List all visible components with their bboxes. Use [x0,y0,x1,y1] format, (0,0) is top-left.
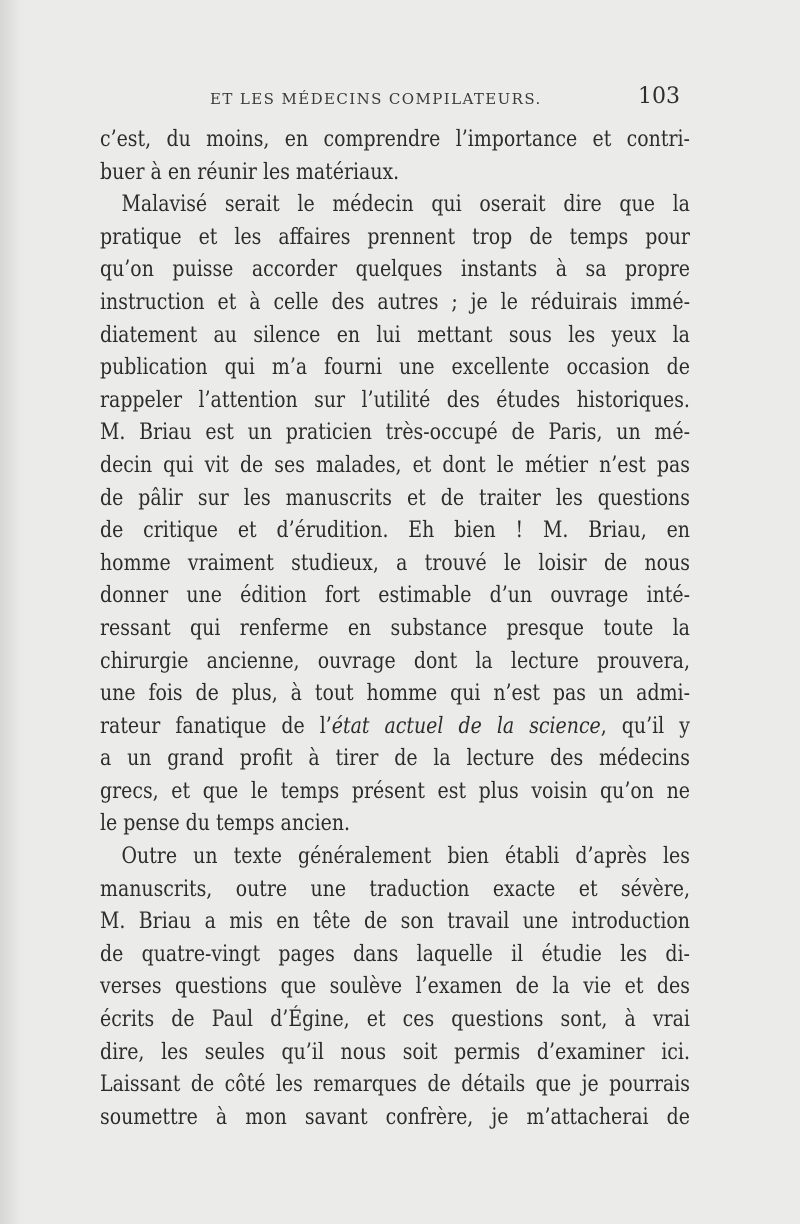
text-line: rappeler l’attention sur l’utilité des études historiques. [100,387,690,413]
text-segment: rateur fanatique de l’ [100,713,332,739]
text-line: manuscrits, outre une traduction exacte et sévère, [100,876,690,902]
text-line: a un grand profit à tirer de la lecture des médecins [100,746,690,772]
text-line: dire, les seules qu’il nous soit permis d’examiner ici. [100,1039,690,1065]
text-line [100,711,690,744]
text-line: decin qui vit de ses malades, et dont le métier n’est pas [100,452,690,478]
text-line: M. Briau a mis en tête de son travail une introduction [100,909,690,935]
page-edge-shadow [0,0,22,1224]
text-line: diatement au silence en lui mettant sous les yeux la [100,322,690,348]
text-line: buer à en réunir les matériaux. [100,159,400,185]
text-segment: , qu’il y [600,713,690,739]
text-line: écrits de Paul d’Égine, et ces questions sont, à vrai [100,1007,690,1033]
text-line: Laissant de côté les remarques de détails que je pourrais [100,1072,690,1098]
page-number: 103 [638,84,680,109]
text-line: de quatre-vingt pages dans laquelle il étudie les di- [100,941,690,967]
text-line: de pâlir sur les manuscrits et de traiter les questions [100,485,690,511]
text-line: publication qui m’a fourni une excellente occasion de [100,355,690,381]
text-line: qu’on puisse accorder quelques instants à sa propre [100,257,690,283]
text-line: Malavisé serait le médecin qui oserait dire que la [121,192,690,218]
text-line: M. Briau est un praticien très-occupé de Paris, un mé- [100,420,690,446]
text-line: de critique et d’érudition. Eh bien ! M. Briau, en [100,518,690,544]
text-line: soumettre à mon savant confrère, je m’attacherai de [100,1104,690,1130]
text-line: pratique et les affaires prennent trop de temps pour [100,224,690,250]
text-line: verses questions que soulève l’examen de la vie et des [100,974,690,1000]
text-line: c’est, du moins, en comprendre l’importance et contri- [100,127,690,152]
body-text [100,124,690,1134]
text-line: ressant qui renferme en substance presque toute la [100,615,690,641]
text-line: chirurgie ancienne, ouvrage dont la lecture prouvera, [100,648,690,674]
italic-phrase: état actuel de la science [331,713,601,739]
running-header [100,86,680,114]
text-line: instruction et à celle des autres ; je le réduirais immé- [100,289,690,315]
text-line: Outre un texte généralement bien établi d’après les [121,844,690,870]
text-line: grecs, et que le temps présent est plus voisin qu’on ne [100,778,690,804]
text-line: homme vraiment studieux, a trouvé le loisir de nous [100,550,690,576]
text-line: donner une édition fort estimable d’un ouvrage inté- [100,583,690,609]
text-line: une fois de plus, à tout homme qui n’est pas un admi- [100,681,690,707]
running-title: ET LES MÉDECINS COMPILATEURS. [210,90,542,108]
text-line: le pense du temps ancien. [100,811,351,837]
